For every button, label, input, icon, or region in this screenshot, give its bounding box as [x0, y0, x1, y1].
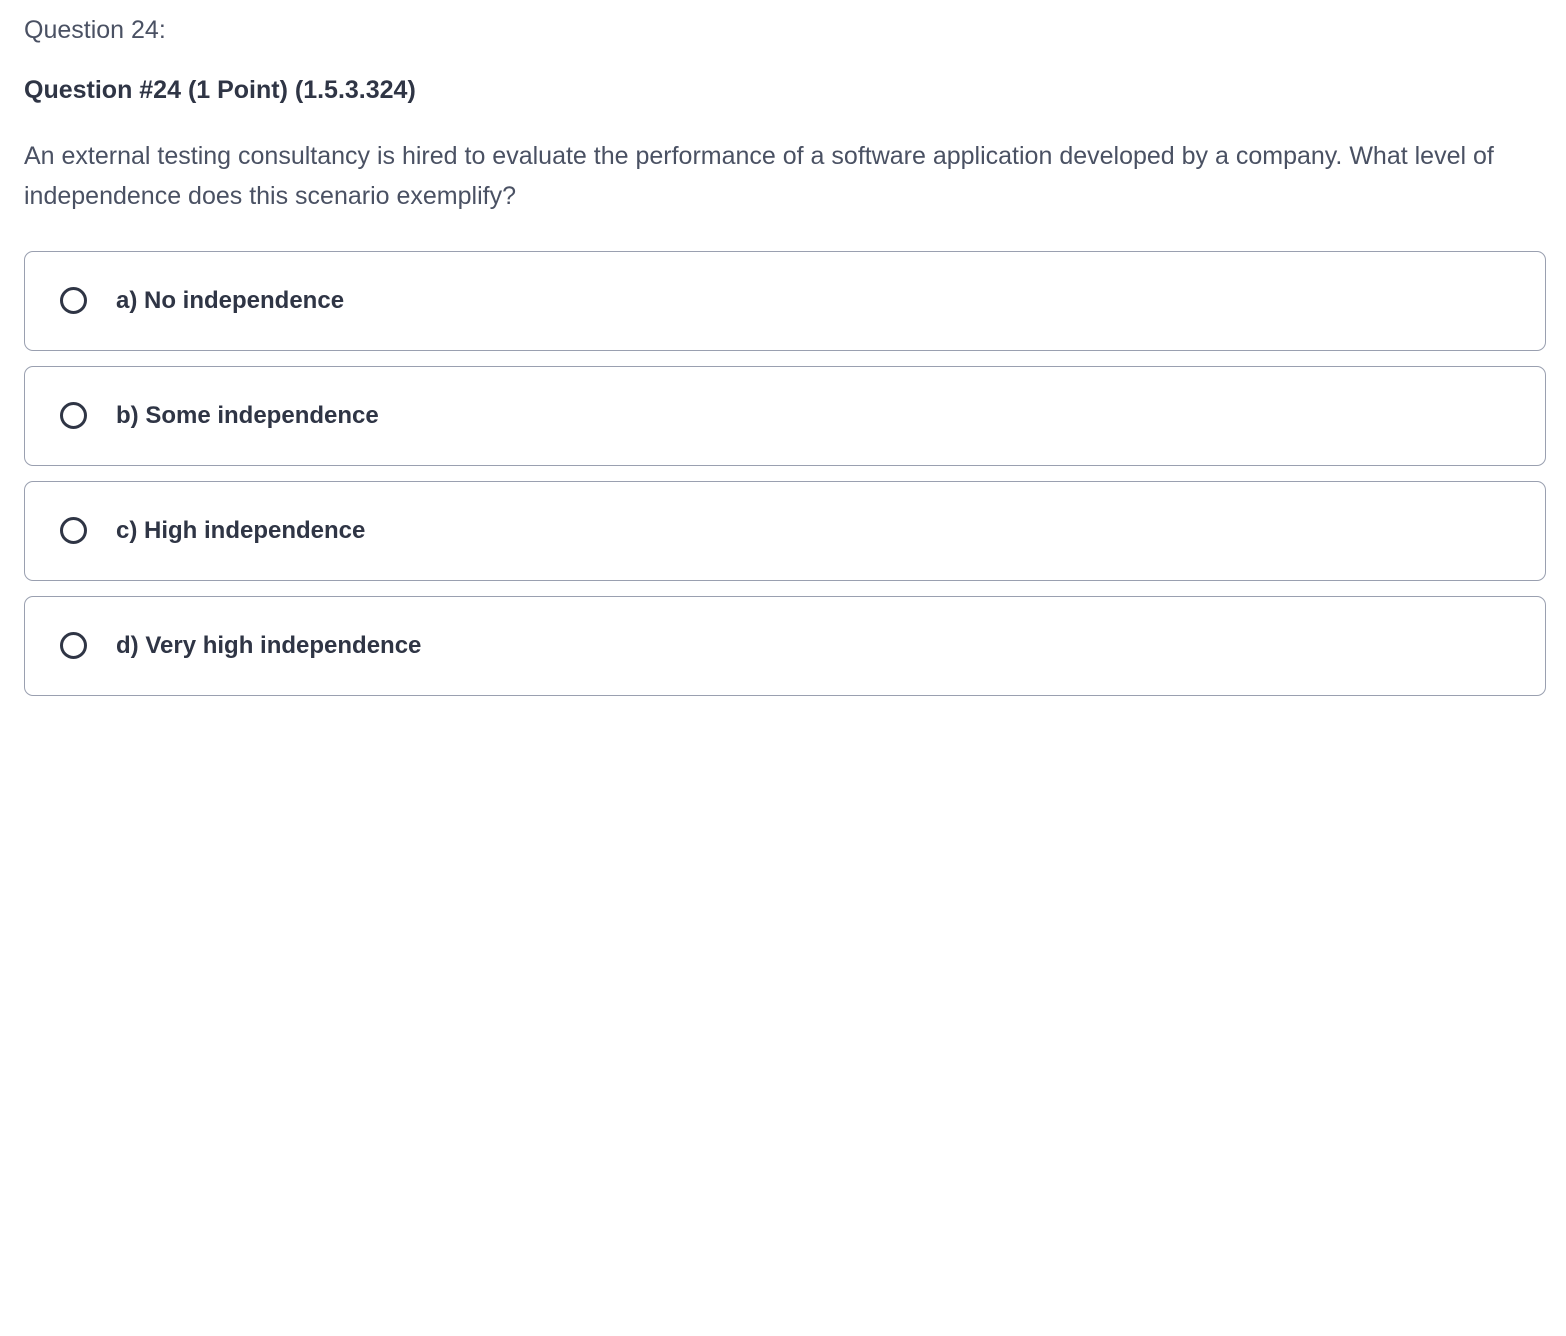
answer-option-label: a) No independence: [116, 286, 345, 314]
answer-option-a[interactable]: [24, 251, 1546, 351]
question-heading: Question #24 (1 Point) (1.5.3.324): [24, 75, 416, 104]
answer-option-label: c) High independence: [116, 516, 366, 544]
answer-option-d[interactable]: [24, 596, 1546, 696]
answer-option-label: d) Very high independence: [116, 631, 422, 659]
question-text: An external testing consultancy is hired to evaluate the performance of a software application developed by a company. What level of independence does this scenario exemplify?: [24, 141, 1494, 210]
answer-option-c[interactable]: [24, 481, 1546, 581]
question-number-label: Question 24:: [24, 16, 166, 44]
radio-button-icon[interactable]: [60, 287, 87, 314]
radio-button-icon[interactable]: [60, 402, 87, 429]
answer-options-list: [24, 251, 1544, 696]
answer-option-b[interactable]: [24, 366, 1546, 466]
radio-button-icon[interactable]: [60, 517, 87, 544]
radio-button-icon[interactable]: [60, 632, 87, 659]
answer-option-label: b) Some independence: [116, 401, 379, 429]
